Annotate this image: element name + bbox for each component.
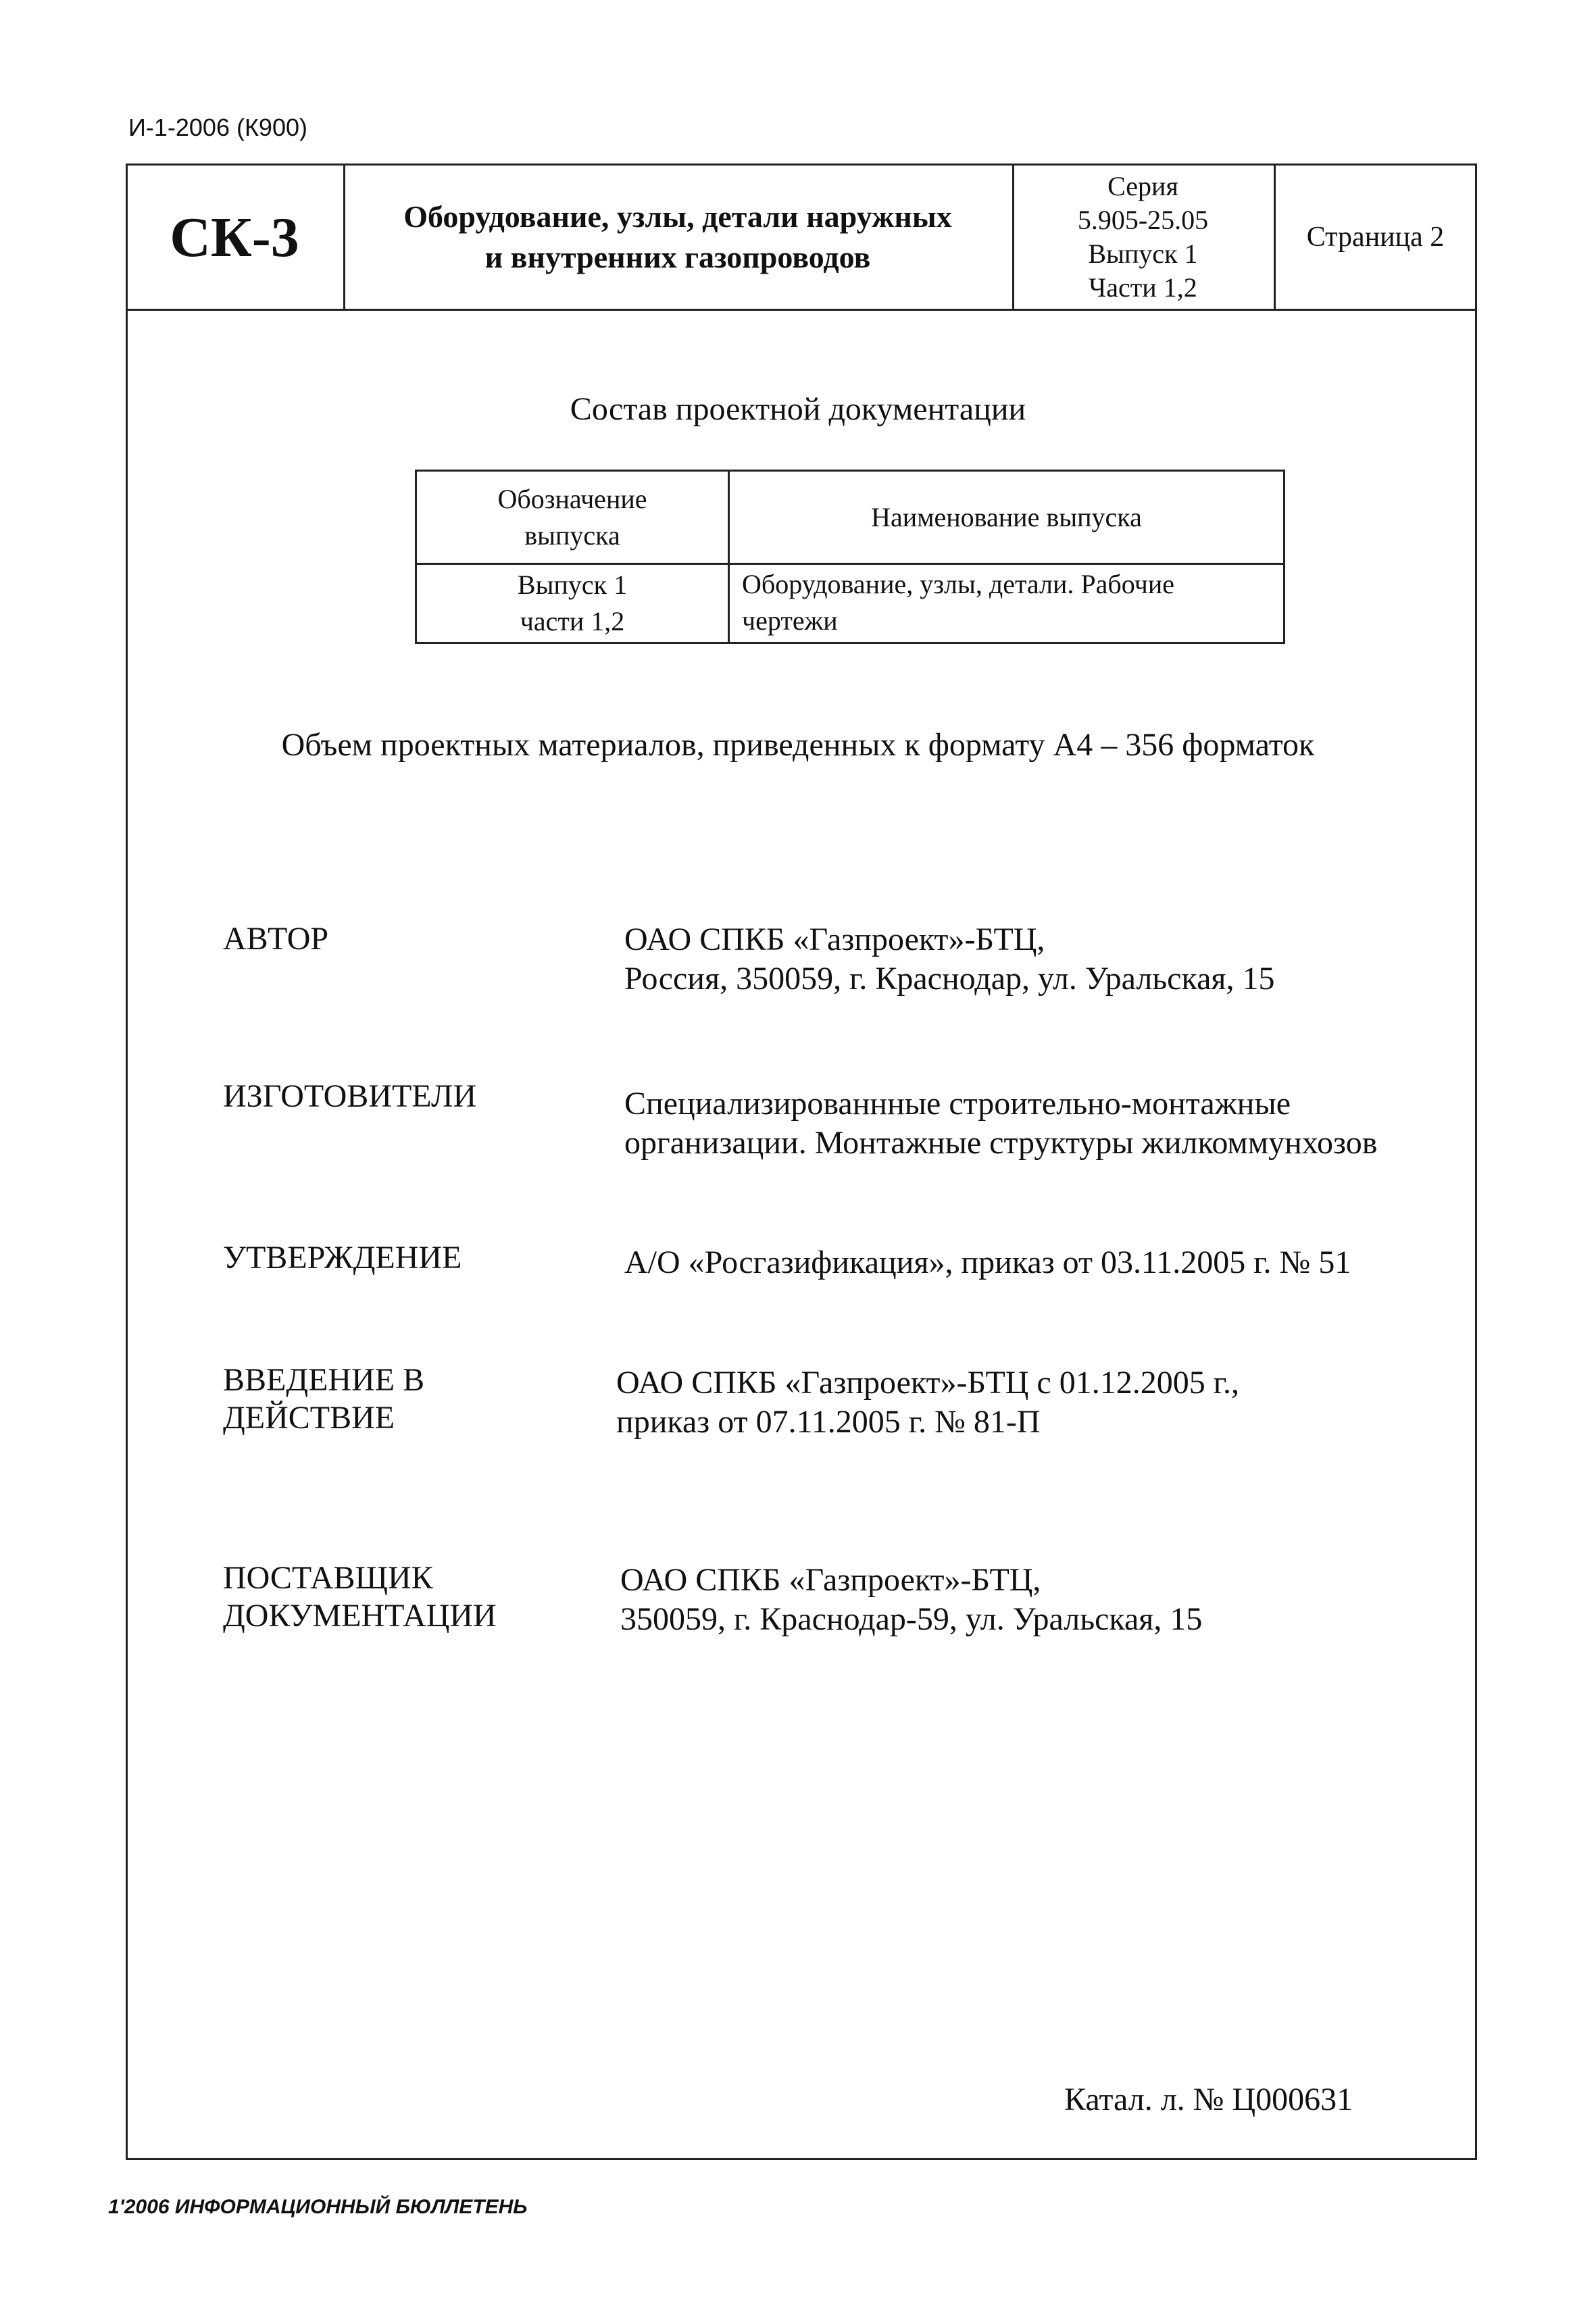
series-label: Серия: [1107, 171, 1178, 201]
author-line1: ОАО СПКБ «Газпроект»-БТЦ,: [624, 922, 1045, 957]
supplier-value: [620, 1561, 1202, 1639]
intro-label-line2: ДЕЙСТВИЕ: [223, 1400, 395, 1436]
stamp-bottom-rule: [126, 309, 1477, 311]
table-header-name: [730, 472, 1283, 563]
author-label: АВТОР: [223, 921, 329, 957]
stamp-title: [343, 164, 1012, 311]
table-header-code: [417, 472, 728, 563]
approval-label: УТВЕРЖДЕНИЕ: [223, 1240, 462, 1276]
supplier-label: [223, 1559, 497, 1635]
makers-line1: Специализированнные строительно-монтажные: [624, 1086, 1291, 1122]
stamp-series: [1012, 164, 1274, 311]
author-line2: Россия, 350059, г. Краснодар, ул. Уральская, 15: [624, 961, 1275, 997]
approval-value: [624, 1243, 1351, 1282]
intro-label-line1: ВВЕДЕНИЕ В: [223, 1362, 425, 1398]
supplier-label-line2: ДОКУМЕНТАЦИИ: [223, 1598, 497, 1634]
bulletin-footer: 1'2006 ИНФОРМАЦИОННЫЙ БЮЛЛЕТЕНЬ: [108, 2196, 528, 2218]
series-number: 5.905-25.05: [1077, 205, 1209, 235]
stamp-title-line2: и внутренних газопроводов: [484, 240, 871, 274]
document-code: И-1-2006 (К900): [128, 114, 307, 141]
catalog-number: Катал. л. № Ц000631: [1064, 2082, 1353, 2117]
stamp-code-text: СК-3: [170, 205, 299, 269]
table-cell-code-line1: Выпуск 1: [517, 570, 628, 600]
table-header-name-text: Наименование выпуска: [871, 501, 1142, 532]
table-cell-code: [417, 565, 728, 642]
volume-statement: Объем проектных материалов, приведенных к формату А4 – 356 форматок: [281, 727, 1315, 763]
intro-line2: приказ от 07.11.2005 г. № 81-П: [616, 1404, 1041, 1440]
table-cell-name: [742, 566, 1282, 642]
stamp-divider: [343, 164, 345, 311]
intro-label: [223, 1361, 424, 1437]
approval-line1: А/О «Росгазификация», приказ от 03.11.2005 г. № 51: [624, 1244, 1351, 1280]
stamp-code: [126, 164, 343, 311]
table-header-code-line1: Обозначение: [497, 483, 647, 514]
intro-line1: ОАО СПКБ «Газпроект»-БТЦ с 01.12.2005 г.,: [616, 1365, 1240, 1401]
series-parts: Части 1,2: [1089, 272, 1197, 303]
author-value: [624, 920, 1274, 999]
stamp-page: [1274, 164, 1477, 311]
supplier-line1: ОАО СПКБ «Газпроект»-БТЦ,: [620, 1562, 1041, 1598]
supplier-label-line1: ПОСТАВЩИК: [223, 1560, 433, 1596]
table-header-code-line2: выпуска: [524, 520, 620, 551]
table-cell-name-line2: чертежи: [742, 605, 838, 636]
stamp-divider: [1274, 164, 1276, 311]
makers-line2: организации. Монтажные структуры жилкоммунхозов: [624, 1125, 1378, 1161]
table-cell-name-line1: Оборудование, узлы, детали. Рабочие: [742, 569, 1174, 599]
supplier-line2: 350059, г. Краснодар-59, ул. Уральская, 15: [620, 1601, 1203, 1637]
stamp-divider: [1012, 164, 1014, 311]
intro-value: [616, 1363, 1239, 1442]
makers-label: ИЗГОТОВИТЕЛИ: [223, 1078, 477, 1114]
stamp-title-line1: Оборудование, узлы, детали наружных: [403, 199, 952, 234]
series-issue: Выпуск 1: [1088, 238, 1198, 269]
page-number: Страница 2: [1306, 222, 1445, 253]
makers-value: [624, 1084, 1377, 1163]
table-cell-code-line2: части 1,2: [520, 606, 625, 636]
composition-title: Состав проектной документации: [570, 391, 1026, 427]
